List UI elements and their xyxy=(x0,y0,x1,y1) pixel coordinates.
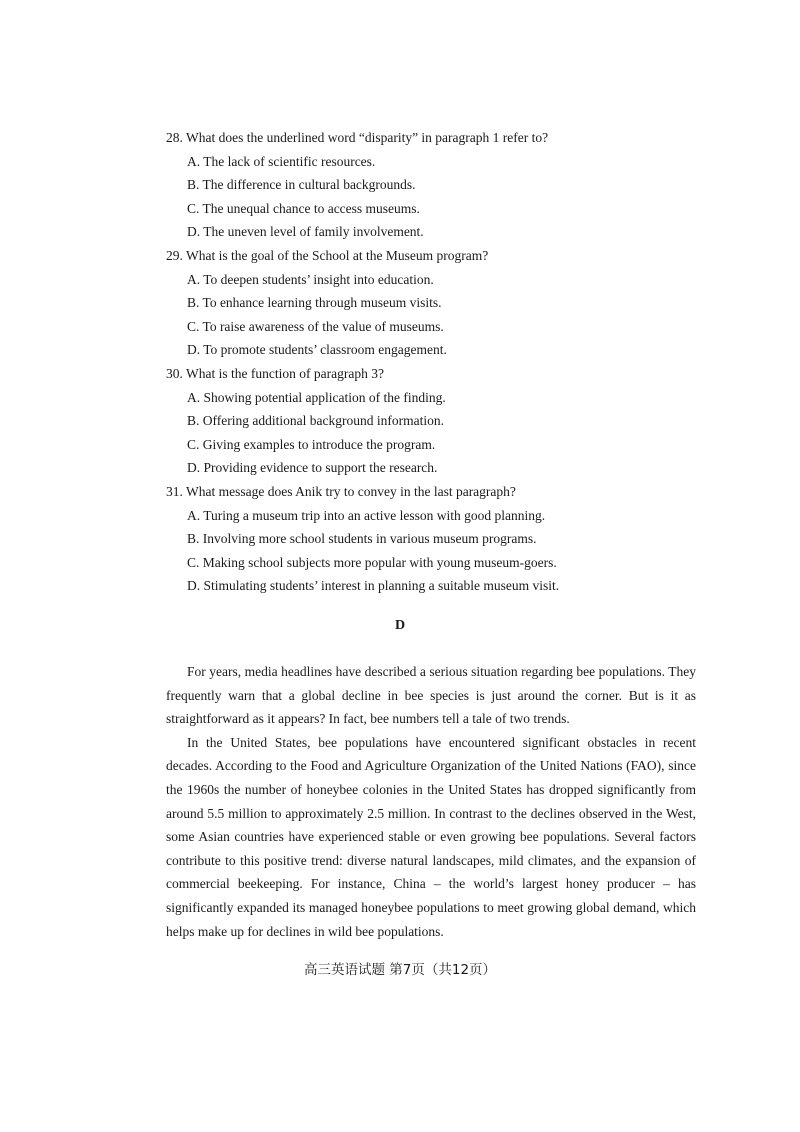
option-b: B. To enhance learning through museum visits. xyxy=(187,295,442,311)
page-footer: 高三英语试题 第7页（共12页） xyxy=(303,962,497,978)
question-stem: 30. What is the function of paragraph 3? xyxy=(166,365,384,381)
option-d: D. Stimulating students’ interest in planning a suitable museum visit. xyxy=(187,578,560,594)
passage-paragraph-2: In the United States, bee populations have encountered significant obstacles in recent decades. According to the Food and Agriculture Organization of the United Nations (FAO), since the 1960s the number of honeybee colonies in the United States has dropped significantly from around 5.5 million to approximately 2.5 million. In contrast to the declines observed in the West, some Asian countries have experienced stable or even growing bee populations. Several factors contribute to this positive trend: diverse natural landscapes, mild climates, and the expansion of commercial beekeeping. For instance, China – the world’s largest honey producer – has significantly expanded its managed honeybee populations to meet growing global demand, which helps make up for declines in wild bee populations. xyxy=(166,734,696,939)
option-d: D. The uneven level of family involvement. xyxy=(187,224,424,240)
question-stem: 28. What does the underlined word “disparity” in paragraph 1 refer to? xyxy=(166,130,549,145)
option-a: A. Turing a museum trip into an active lesson with good planning. xyxy=(187,507,546,523)
option-a: A. To deepen students’ insight into education. xyxy=(187,271,434,287)
option-c: C. The unequal chance to access museums. xyxy=(187,200,420,216)
question-28 xyxy=(166,126,726,244)
reading-passage xyxy=(166,660,696,943)
section-heading: D xyxy=(394,618,406,633)
option-b: B. Involving more school students in various museum programs. xyxy=(187,531,537,547)
question-30 xyxy=(166,362,726,480)
option-d: D. Providing evidence to support the research. xyxy=(187,460,438,476)
option-a: A. The lack of scientific resources. xyxy=(187,153,376,169)
question-31 xyxy=(166,480,726,598)
question-list xyxy=(166,126,726,598)
question-stem: 31. What message does Anik try to convey in the last paragraph? xyxy=(166,483,516,499)
option-c: C. Making school subjects more popular with young museum-goers. xyxy=(187,554,557,570)
question-29 xyxy=(166,244,726,362)
option-d: D. To promote students’ classroom engagement. xyxy=(187,342,447,358)
option-a: A. Showing potential application of the finding. xyxy=(187,389,446,405)
question-stem: 29. What is the goal of the School at the Museum program? xyxy=(166,247,489,263)
option-b: B. The difference in cultural backgrounds. xyxy=(187,177,416,193)
option-c: C. Giving examples to introduce the program. xyxy=(187,436,436,452)
passage-paragraph-1: For years, media headlines have described a serious situation regarding bee populations. They frequently warn that a global decline in bee species is just around the corner. But is it as straightforward as it appears? In fact, bee numbers tell a tale of two trends. xyxy=(166,664,696,727)
option-b: B. Offering additional background information. xyxy=(187,413,444,429)
option-c: C. To raise awareness of the value of museums. xyxy=(187,318,444,334)
